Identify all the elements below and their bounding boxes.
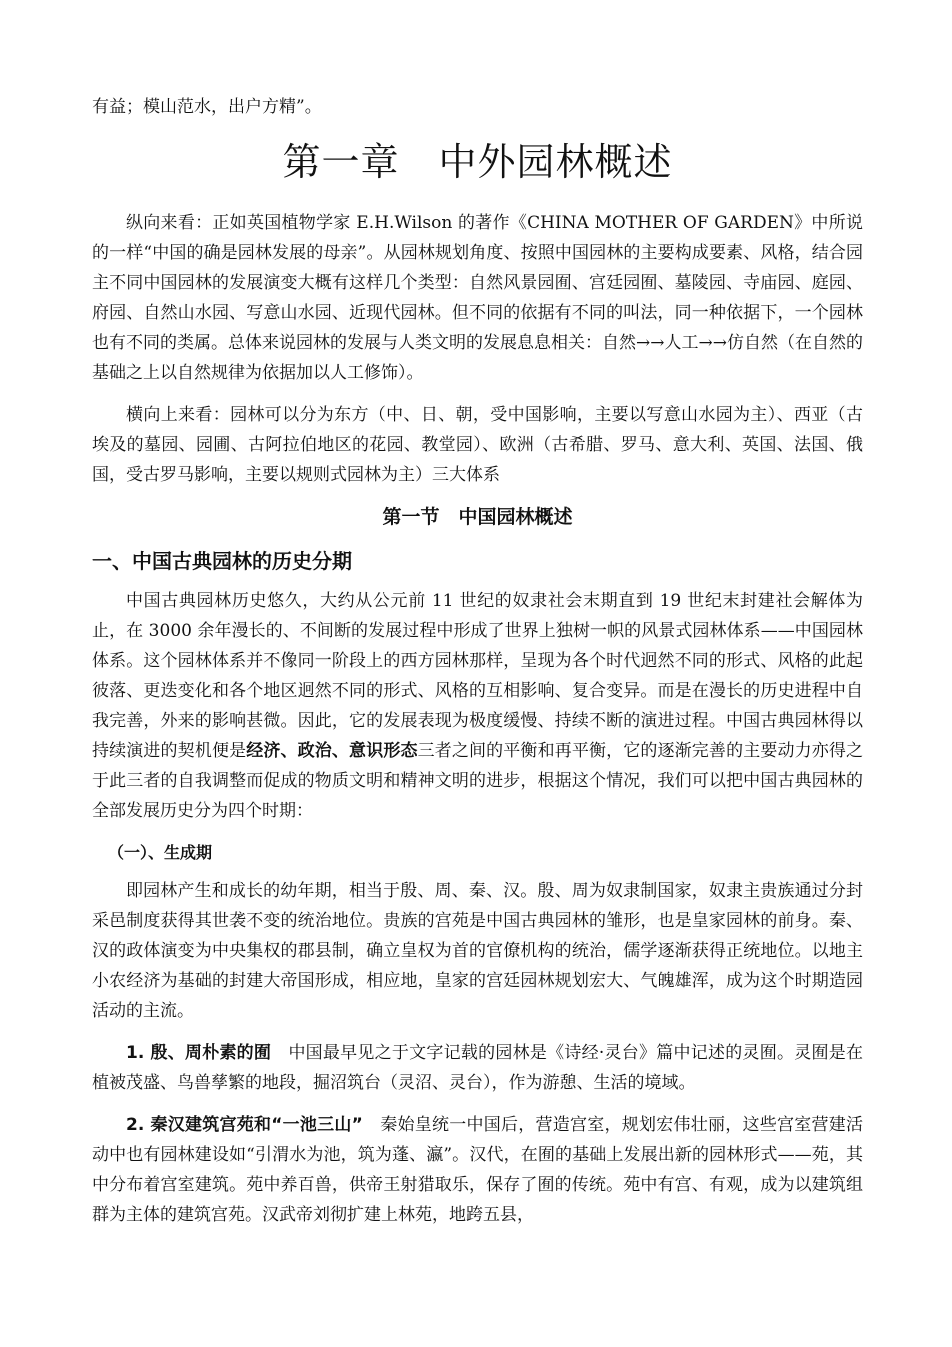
paragraph-formation-period: 即园林产生和成长的幼年期，相当于殷、周、秦、汉。殷、周为奴隶制国家，奴隶主贵族通过分封采邑制度获得其世袭不变的统治地位。贵族的宫苑是中国古典园林的雏形，也是皇家园林的前身。秦、汉的政体演变为中央集权的郡县制，确立皇权为首的官僚机构的统治，儒学逐渐获得正统地位。以地主小农经济为基础的封建大帝国形成，相应地，皇家的宫廷园林规划宏大、气魄雄浑，成为这个时期造园活动的主流。 <box>92 881 863 1021</box>
item-1-paragraph <box>92 1038 863 1098</box>
heading-history-periods: 一、中国古典园林的历史分期 <box>92 549 352 573</box>
item-1-title: 1. 殷、周朴素的囿 <box>126 1043 272 1063</box>
item-2-text: 秦始皇统一中国后，营造宫室，规划宏伟壮丽，这些宫室营建活动中也有园林建设如“引渭水为池，筑为蓬、瀛”。汉代，在囿的基础上发展出新的园林形式——苑，其中分布着宫室建筑。苑中养百兽，供帝王射猎取乐，保存了囿的传统。苑中有宫、有观，成为以建筑组群为主体的建筑宫苑。汉武帝刘彻扩建上林苑，地跨五县， <box>92 1115 863 1225</box>
paragraph-history-part1: 中国古典园林历史悠久，大约从公元前 11 世纪的奴隶社会末期直到 19 世纪末封建社会解体为止，在 3000 余年漫长的、不间断的发展过程中形成了世界上独树一帜的风景式园林体系——中国园林体系。这个园林体系并不像同一阶段上的西方园林那样，呈现为各个时代迥然不同的形式、风格的此起彼落、更迭变化和各个地区迥然不同的形式、风格的互相影响、复合变异。而是在漫长的历史进程中自我完善，外来的影响甚微。因此，它的发展表现为极度缓慢、持续不断的演进过程。中国古典园林得以持续演进的契机便是 <box>92 591 863 761</box>
paragraph-vertical: 纵向来看：正如英国植物学家 E.H.Wilson 的著作《CHINA MOTHER OF GARDEN》中所说的一样“中国的确是园林发展的母亲”。从园林规划角度、按照中国园林的主要构成要素、风格，结合园主不同中国园林的发展演变大概有这样几个类型：自然风景园囿、宫廷园囿、墓陵园、寺庙园、庭园、府园、自然山水园、写意山水园、近现代园林。但不同的依据有不同的叫法，同一种依据下，一个园林也有不同的类属。总体来说园林的发展与人类文明的发展息息相关：自然→→人工→→仿自然（在自然的基础之上以自然规律为依据加以人工修饰）。 <box>92 213 863 383</box>
paragraph-history-part2: 三者之间的平衡和再平衡，它的逐渐完善的主要动力亦得之于此三者的自我调整而促成的物质文明和精神文明的进步，根据这个情况，我们可以把中国古典园林的全部发展历史分为四个时期： <box>92 741 864 821</box>
subheading-formation-period: （一）、生成期 <box>108 843 213 862</box>
item-1-text: 中国最早见之于文字记载的园林是《诗经·灵台》篇中记述的灵囿。灵囿是在植被茂盛、鸟兽孳繁的地段，掘沼筑台（灵沼、灵台），作为游憩、生活的境域。 <box>92 1043 863 1093</box>
item-2-title: 2. 秦汉建筑宫苑和“一池三山” <box>126 1115 363 1135</box>
paragraph-history <box>92 586 863 826</box>
section-title: 第一节 中国园林概述 <box>382 506 573 528</box>
paragraph-horizontal: 横向上来看：园林可以分为东方（中、日、朝，受中国影响，主要以写意山水园为主）、西亚（古埃及的墓园、园圃、古阿拉伯地区的花园、教堂园）、欧洲（古希腊、罗马、意大利、英国、法国、俄国，受古罗马影响，主要以规则式园林为主）三大体系 <box>92 405 863 485</box>
document-page <box>92 92 863 1242</box>
item-2-paragraph <box>92 1110 863 1230</box>
lead-text: 有益；模山范水，出户方精”。 <box>92 97 322 117</box>
chapter-title: 第一章 中外园林概述 <box>282 140 673 184</box>
paragraph-history-bold: 经济、政治、意识形态 <box>246 741 418 761</box>
